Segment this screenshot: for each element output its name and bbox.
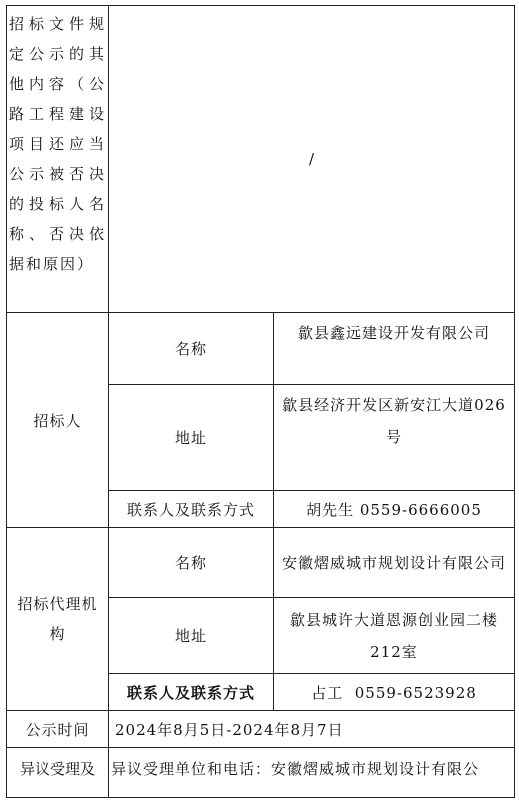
agency-label: 招标代理机构 bbox=[7, 528, 109, 711]
objection-value: 异议受理单位和电话：安徽熠威城市规划设计有限公 bbox=[109, 748, 515, 798]
tenderer-name-value: 歙县鑫远建设开发有限公司 bbox=[274, 313, 515, 385]
agency-name-label: 名称 bbox=[109, 528, 274, 598]
tenderer-address-value: 歙县经济开发区新安江大道026号 bbox=[274, 385, 515, 491]
row-other-content bbox=[7, 6, 515, 313]
bid-result-table bbox=[6, 5, 515, 798]
tenderer-name-label: 名称 bbox=[109, 313, 274, 385]
row-agency-name bbox=[7, 528, 515, 598]
tenderer-address-label: 地址 bbox=[109, 385, 274, 491]
publicity-value: 2024年8月5日-2024年8月7日 bbox=[109, 711, 515, 748]
agency-address-value: 歙县城许大道恩源创业园二楼212室 bbox=[274, 598, 515, 674]
agency-contact-value: 占工 0559-6523928 bbox=[274, 674, 515, 711]
row-objection bbox=[7, 748, 515, 798]
row-publicity bbox=[7, 711, 515, 748]
agency-address-label: 地址 bbox=[109, 598, 274, 674]
other-content-value: / bbox=[109, 6, 515, 313]
row-tenderer-name bbox=[7, 313, 515, 385]
tenderer-contact-label: 联系人及联系方式 bbox=[109, 491, 274, 528]
agency-name-value: 安徽熠威城市规划设计有限公司 bbox=[274, 528, 515, 598]
tenderer-contact-value: 胡先生 0559-6666005 bbox=[274, 491, 515, 528]
tenderer-label: 招标人 bbox=[7, 313, 109, 528]
publicity-label: 公示时间 bbox=[7, 711, 109, 748]
other-content-label: 招标文件规定公示的其他内容（公路工程建设项目还应当公示被否决的投标人名称、否决依据和原因） bbox=[7, 6, 109, 313]
objection-label: 异议受理及 bbox=[7, 748, 109, 798]
agency-contact-label: 联系人及联系方式 bbox=[109, 674, 274, 711]
